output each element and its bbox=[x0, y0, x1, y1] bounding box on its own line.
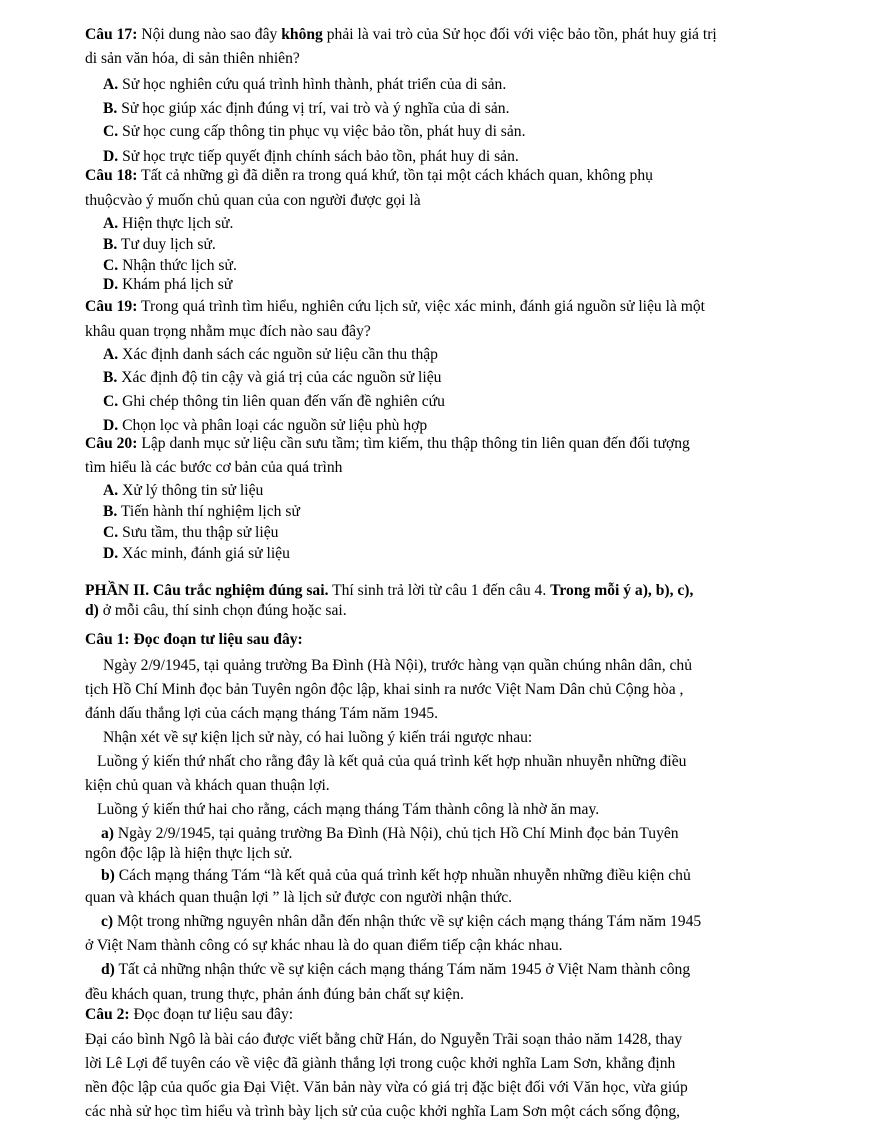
c1-passage-line: tịch Hồ Chí Minh đọc bản Tuyên ngôn độc lập, khai sinh ra nước Việt Nam Dân chủ Cộng hòa , bbox=[85, 681, 684, 698]
q20-option-b[interactable]: B. Tiến hành thí nghiệm lịch sử bbox=[103, 503, 300, 520]
c1-statement-d-cont: đều khách quan, trung thực, phản ánh đúng bản chất sự kiện. bbox=[85, 986, 464, 1003]
c2-label: Câu 2: Đọc đoạn tư liệu sau đây: bbox=[85, 1006, 294, 1023]
q18-stem: Câu 18: Tất cả những gì đã diễn ra trong quá khứ, tồn tại một cách khách quan, không phụ bbox=[85, 167, 653, 184]
q19-option-b[interactable]: B. Xác định độ tin cậy và giá trị của các nguồn sử liệu bbox=[103, 369, 442, 386]
q20-stem: Câu 20: Lập danh mục sử liệu cần sưu tầm; tìm kiếm, thu thập thông tin liên quan đến đối tượng bbox=[85, 435, 690, 452]
q18-option-a[interactable]: A. Hiện thực lịch sử. bbox=[103, 215, 234, 232]
q17-option-a[interactable]: A. Sử học nghiên cứu quá trình hình thành, phát triển của di sản. bbox=[103, 76, 507, 93]
q19-option-d[interactable]: D. Chọn lọc và phân loại các nguồn sử liệu phù hợp bbox=[103, 417, 428, 434]
c2-passage-line: nền độc lập của quốc gia Đại Việt. Văn bản này vừa có giá trị đặc biệt đối với Văn học, vừa giúp bbox=[85, 1079, 688, 1096]
q17-label: Câu 17: bbox=[85, 26, 138, 43]
c1-statement-d[interactable]: d) Tất cả những nhận thức về sự kiện cách mạng tháng Tám năm 1945 ở Việt Nam thành công bbox=[101, 961, 691, 978]
c1-passage-line: Nhận xét về sự kiện lịch sử này, có hai luồng ý kiến trái ngược nhau: bbox=[103, 729, 533, 746]
c1-statement-c[interactable]: c) Một trong những nguyên nhân dẫn đến nhận thức về sự kiện cách mạng tháng Tám năm 1945 bbox=[101, 913, 702, 930]
q17-option-b[interactable]: B. Sử học giúp xác định đúng vị trí, vai trò và ý nghĩa của di sản. bbox=[103, 100, 510, 117]
c1-passage-line: Luồng ý kiến thứ nhất cho rằng đây là kết quả của quá trình kết hợp nhuần nhuyễn những điều bbox=[97, 753, 687, 770]
q20-option-d[interactable]: D. Xác minh, đánh giá sử liệu bbox=[103, 545, 290, 562]
q17-stem: Câu 17: Nội dung nào sao đây không phải là vai trò của Sử học đối với việc bảo tồn, phát huy giá trị bbox=[85, 26, 717, 43]
q20-option-a[interactable]: A. Xử lý thông tin sử liệu bbox=[103, 482, 264, 499]
c1-statement-c-cont: ở Việt Nam thành công có sự khác nhau là do quan điểm tiếp cận khác nhau. bbox=[85, 937, 563, 954]
q17-option-c[interactable]: C. Sử học cung cấp thông tin phục vụ việc bảo tồn, phát huy di sản. bbox=[103, 123, 526, 140]
part2-instructions: d) ở mỗi câu, thí sinh chọn đúng hoặc sai. bbox=[85, 602, 347, 619]
q19-option-c[interactable]: C. Ghi chép thông tin liên quan đến vấn đề nghiên cứu bbox=[103, 393, 445, 410]
q18-option-c[interactable]: C. Nhận thức lịch sử. bbox=[103, 257, 237, 274]
c1-statement-a-cont: ngôn độc lập là hiện thực lịch sử. bbox=[85, 845, 293, 862]
q17-option-d[interactable]: D. Sử học trực tiếp quyết định chính sách bảo tồn, phát huy di sản. bbox=[103, 148, 519, 165]
c2-passage-line: lời Lê Lợi để tuyên cáo về việc đã giành thắng lợi trong cuộc khởi nghĩa Lam Sơn, khẳng định bbox=[85, 1055, 676, 1072]
c1-passage-line: kiện chủ quan và khách quan thuận lợi. bbox=[85, 777, 330, 794]
c1-statement-a[interactable]: a) Ngày 2/9/1945, tại quảng trường Ba Đình (Hà Nội), chủ tịch Hồ Chí Minh đọc bản Tuyên bbox=[101, 825, 679, 842]
part2-heading: PHẦN II. Câu trắc nghiệm đúng sai. Thí sinh trả lời từ câu 1 đến câu 4. Trong mỗi ý a), b), c), bbox=[85, 582, 694, 599]
q20-stem-cont: tìm hiểu là các bước cơ bản của quá trình bbox=[85, 459, 343, 476]
c1-passage-line: đánh dấu thắng lợi của cách mạng tháng Tám năm 1945. bbox=[85, 705, 439, 722]
q18-stem-cont: thuộcvào ý muốn chủ quan của con người được gọi là bbox=[85, 192, 421, 209]
q19-stem: Câu 19: Trong quá trình tìm hiểu, nghiên cứu lịch sử, việc xác minh, đánh giá nguồn sử liệu là một bbox=[85, 298, 706, 315]
c1-passage-line: Luồng ý kiến thứ hai cho rằng, cách mạng tháng Tám thành công là nhờ ăn may. bbox=[97, 801, 600, 818]
c1-passage-line: Ngày 2/9/1945, tại quảng trường Ba Đình (Hà Nội), trước hàng vạn quần chúng nhân dân, chủ bbox=[103, 657, 693, 674]
c1-statement-b[interactable]: b) Cách mạng tháng Tám “là kết quả của quá trình kết hợp nhuần nhuyễn những điều kiện chủ bbox=[101, 867, 691, 884]
q17-stem-cont: di sản văn hóa, di sản thiên nhiên? bbox=[85, 50, 300, 67]
q18-option-b[interactable]: B. Tư duy lịch sử. bbox=[103, 236, 216, 253]
c2-passage-line: các nhà sử học tìm hiểu và trình bày lịch sử của cuộc khởi nghĩa Lam Sơn một cách sống động, bbox=[85, 1103, 681, 1120]
c2-passage-line: Đại cáo bình Ngô là bài cáo được viết bằng chữ Hán, do Nguyễn Trãi soạn thảo năm 1428, thay bbox=[85, 1031, 683, 1048]
q19-stem-cont: khâu quan trọng nhằm mục đích nào sau đây? bbox=[85, 323, 371, 340]
c1-label: Câu 1: Đọc đoạn tư liệu sau đây: bbox=[85, 631, 303, 648]
q20-option-c[interactable]: C. Sưu tầm, thu thập sử liệu bbox=[103, 524, 279, 541]
q18-option-d[interactable]: D. Khám phá lịch sử bbox=[103, 276, 233, 293]
c1-statement-b-cont: quan và khách quan thuận lợi ” là lịch sử được con người nhận thức. bbox=[85, 889, 513, 906]
q19-option-a[interactable]: A. Xác định danh sách các nguồn sử liệu cần thu thập bbox=[103, 346, 438, 363]
